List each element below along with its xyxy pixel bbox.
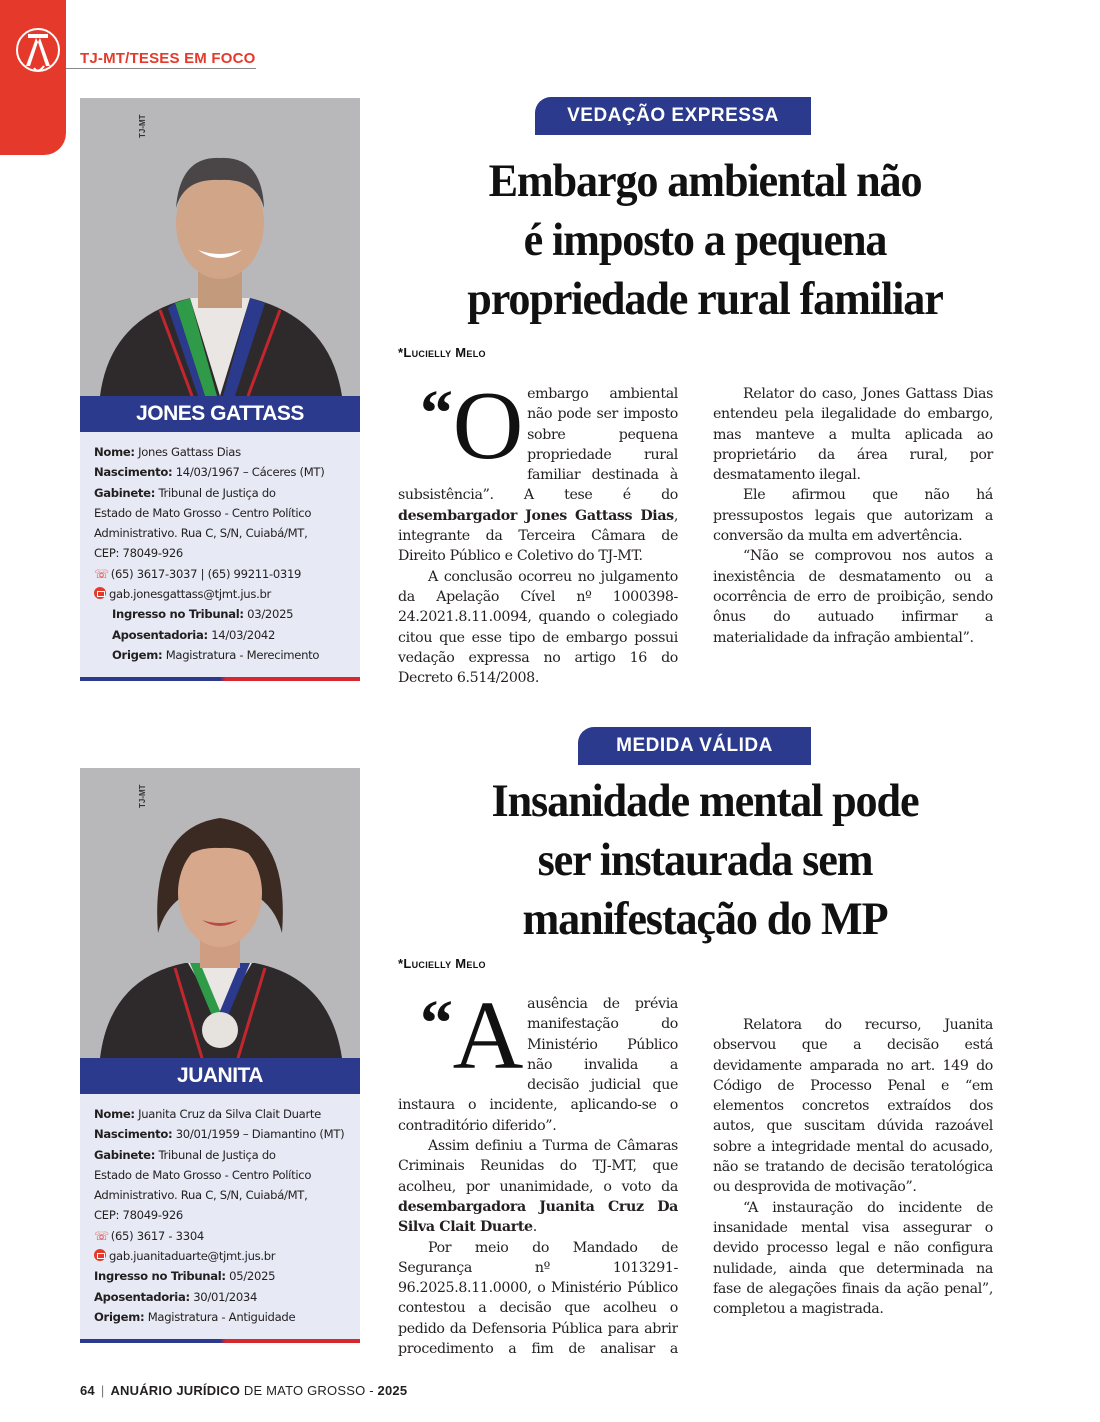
info-nome: Nome: Juanita Cruz da Silva Clait Duarte <box>94 1107 321 1121</box>
judge-info-box <box>80 1094 360 1339</box>
judge-info-box <box>80 432 360 677</box>
publication-year: 2025 <box>377 1383 408 1398</box>
info-aposentadoria: Aposentadoria: 30/01/2034 <box>94 1289 258 1304</box>
card-bottom-bar <box>80 1339 360 1343</box>
article-byline: *Lucielly Melo <box>398 345 486 360</box>
info-phone: ☏ (65) 3617 - 3304 <box>94 1228 204 1243</box>
info-origem: Origem: Magistratura - Antiguidade <box>94 1309 296 1324</box>
info-nascimento: Nascimento: 14/03/1967 – Cáceres (MT) <box>94 465 325 480</box>
article-column-2 <box>713 954 993 1319</box>
info-gabinete-line: Estado de Mato Grosso - Centro Político <box>94 505 312 520</box>
section-divider <box>66 68 256 69</box>
body-paragraph: Assim definiu a Turma de Câmaras Criminais Reunidas do TJ-MT, que acolheu, por unanimidade, o voto da desembargadora Juanita Cruz Da Silva Clait Duarte. <box>398 1138 678 1236</box>
photo-credit: TJ-MT <box>138 784 147 808</box>
info-nome: Nome: Jones Gattass Dias <box>94 445 241 459</box>
topic-badge: VEDAÇÃO EXPRESSA <box>535 97 811 135</box>
info-phone: ☏ (65) 3617-3037 | (65) 99211-0319 <box>94 566 302 581</box>
drop-cap: A <box>452 982 524 1090</box>
article-headline: Insanidade mental pode ser instaurada sem manifestação do MP <box>491 775 919 945</box>
body-paragraph: Por meio do Mandado de Segurança nº 1013291-96.2025.8.11.0000, o Ministério Público contestou a decisão que acolheu o pedido da Defensoria Pública para abrir procedimento a fim de analisar a <box>398 1239 678 1358</box>
page-number: 64 <box>80 1383 95 1398</box>
phone-icon: ☏ <box>94 1228 109 1243</box>
body-paragraph: Ele afirmou que não há pressupostos legais que autorizam a conversão da multa em advertência. <box>713 487 993 545</box>
info-email[interactable]: gab.jonesgattass@tjmt.jus.br <box>94 584 350 604</box>
phone-icon: ☏ <box>94 566 109 581</box>
body-paragraph: Relator do caso, Jones Gattass Dias entendeu pela ilegalidade do embargo, mas manteve a multa aplicada ao proprietário da área rural, por desmatamento ilegal. <box>713 386 993 484</box>
article-column-1 <box>398 372 678 688</box>
info-gabinete-line: Administrativo. Rua C, S/N, Cuiabá/MT, <box>94 526 308 541</box>
drop-cap: O <box>452 372 524 480</box>
section-color-tab <box>0 0 66 155</box>
tjmt-logo-icon <box>14 26 62 76</box>
body-paragraph: “Não se comprovou nos autos a inexistência de desmatamento ou a ocorrência de erro de proibição, sendo ônus do autuado infirmar a materialidade da infração ambiental”. <box>713 548 993 646</box>
email-icon <box>94 587 106 599</box>
info-email[interactable]: gab.juanitaduarte@tjmt.jus.br <box>94 1246 350 1266</box>
profile-card <box>80 98 360 681</box>
info-ingresso: Ingresso no Tribunal: 03/2025 <box>112 607 294 622</box>
info-gabinete-line: Administrativo. Rua C, S/N, Cuiabá/MT, <box>94 1188 308 1203</box>
quote-mark: “ <box>420 987 453 1060</box>
info-gabinete: Gabinete: Tribunal de Justiça do <box>94 1147 276 1162</box>
body-paragraph: “A instauração do incidente de insanidade mental visa assegurar o devido processo legal e não configura nulidade, ainda que determinada na fase de alegações finais da ação penal”, completou a magistrada. <box>713 1199 993 1318</box>
judge-name-banner: JUANITA <box>80 1058 360 1094</box>
body-paragraph: A conclusão ocorreu no julgamento da Apelação Cível nº 1000398-24.2021.8.11.0094, quando o colegiado citou que esse tipo de embargo possui vedação expressa no artigo 16 do Decreto 6.514/2008. <box>398 568 678 687</box>
publication-name: ANUÁRIO JURÍDICO <box>110 1383 241 1398</box>
lead-paragraph: “ O embargo ambiental não pode ser imposto sobre pequena propriedade rural familiar destinada à subsistência”. A tese é do desembargador Jones Gattass Dias, integrante da Terceira Câmara de Direito Público e Coletivo do TJ-MT. <box>398 372 678 565</box>
portrait-illustration <box>80 768 360 1058</box>
info-gabinete-line: Estado de Mato Grosso - Centro Político <box>94 1167 312 1182</box>
article-headline: Embargo ambiental não é imposto a pequena propriedade rural familiar <box>467 155 943 325</box>
portrait-illustration <box>80 98 360 396</box>
article-column-2 <box>713 344 993 648</box>
quote-mark: “ <box>420 377 453 450</box>
info-nascimento: Nascimento: 30/01/1959 – Diamantino (MT) <box>94 1127 345 1142</box>
judge-photo <box>80 768 360 1058</box>
section-title: TJ-MT/TESES EM FOCO <box>80 50 256 67</box>
article-byline: *Lucielly Melo <box>398 956 486 971</box>
email-icon <box>94 1249 106 1261</box>
info-ingresso: Ingresso no Tribunal: 05/2025 <box>94 1269 276 1284</box>
photo-credit: TJ-MT <box>138 114 147 138</box>
body-paragraph: Relatora do recurso, Juanita observou que a decisão está devidamente amparada no art. 149 do Código de Processo Penal e “em elementos concretos extraídos dos autos, que suscitam dúvida razoável sobre a integridade mental do acusado, não se tratando de decisão teratológica ou desprovida de motivação”. <box>713 1017 993 1196</box>
profile-card <box>80 768 360 1343</box>
card-bottom-bar <box>80 677 360 681</box>
judge-name-banner: JONES GATTASS <box>80 396 360 432</box>
info-aposentadoria: Aposentadoria: 14/03/2042 <box>112 627 276 642</box>
judge-photo <box>80 98 360 396</box>
info-origem: Origem: Magistratura - Merecimento <box>112 647 320 662</box>
info-cep: CEP: 78049-926 <box>94 546 183 561</box>
lead-paragraph: “ A ausência de prévia manifestação do Ministério Público não invalida a decisão judicial que instaura o incidente, aplicando-se o contraditório diferido”. <box>398 982 678 1134</box>
article-column-1 <box>398 982 678 1360</box>
topic-badge: MEDIDA VÁLIDA <box>578 727 811 765</box>
info-cep: CEP: 78049-926 <box>94 1208 183 1223</box>
page-footer: 64 | ANUÁRIO JURÍDICO DE MATO GROSSO - 2025 <box>80 1383 408 1398</box>
info-gabinete: Gabinete: Tribunal de Justiça do <box>94 485 276 500</box>
